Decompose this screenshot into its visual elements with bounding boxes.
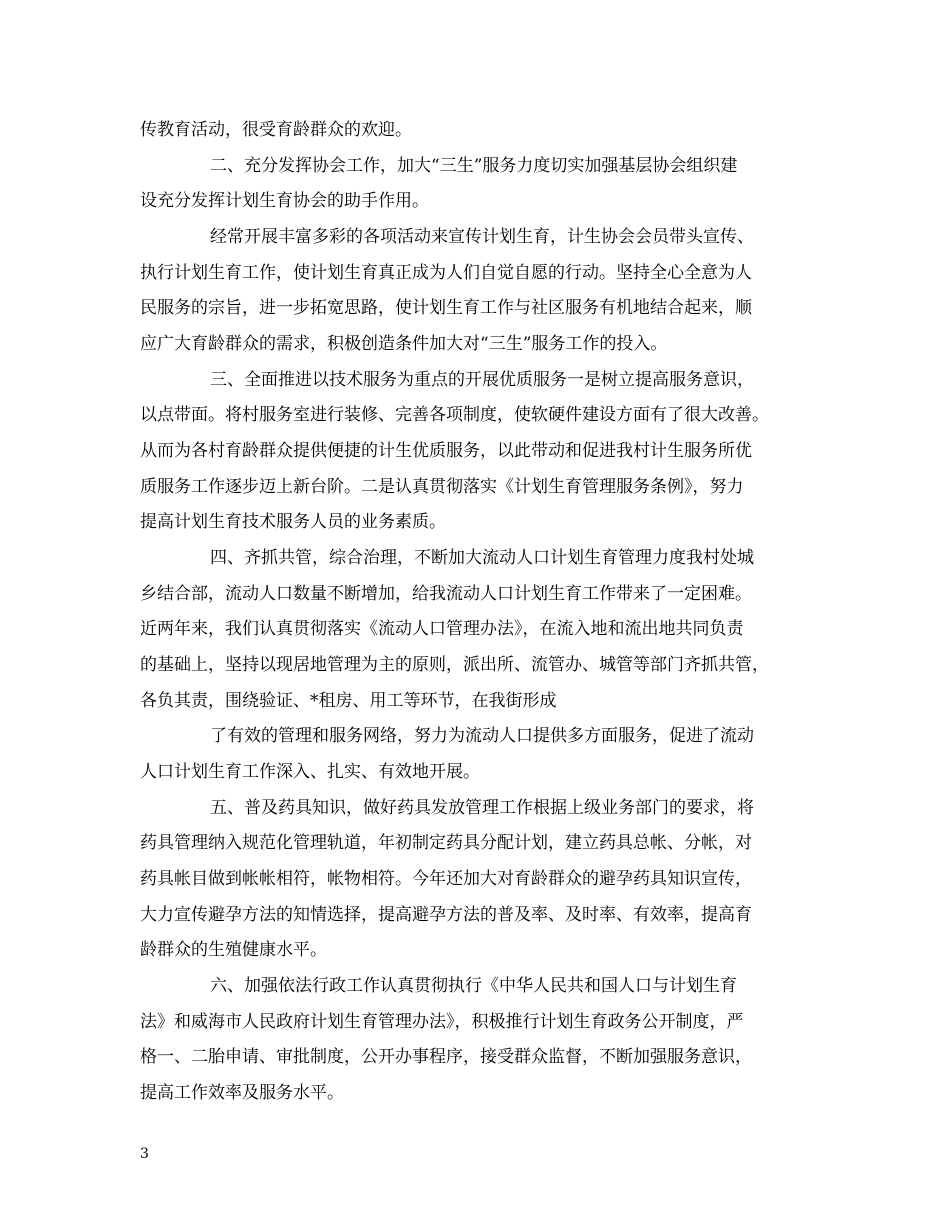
- text-line: 以点带面。将村服务室进行装修、完善各项制度，使软硬件建设方面有了很大改善。: [140, 405, 769, 425]
- text-line: 大力宣传避孕方法的知情选择，提高避孕方法的普及率、及时率、有效率，提高育: [140, 905, 752, 925]
- text-line: 法》和威海市人民政府计划生育管理办法》，积极推行计划生育政务公开制度，严: [140, 1012, 744, 1032]
- text-line: 执行计划生育工作，使计划生育真正成为人们自觉自愿的行动。坚持全心全意为人: [140, 263, 752, 283]
- text-line: 近两年来，我们认真贯彻落实《流动人口管理办法》，在流入地和流出地共同负责: [140, 619, 744, 639]
- text-line: 经常开展丰富多彩的各项活动来宣传计划生育，计生协会会员带头宣传、: [210, 227, 754, 247]
- text-line: 从而为各村育龄群众提供便捷的计生优质服务，以此带动和促进我村计生服务所优: [140, 441, 752, 461]
- text-line: 药具帐目做到帐帐相符，帐物相符。今年还加大对育龄群众的避孕药具知识宣传，: [140, 869, 752, 889]
- page-number: 3: [140, 1146, 149, 1162]
- text-line: 二、充分发挥协会工作，加大“三生”服务力度切实加强基层协会组织建: [210, 156, 738, 176]
- text-line: 提高工作效率及服务水平。: [140, 1083, 344, 1103]
- text-line: 质服务工作逐步迈上新台阶。二是认真贯彻落实《计划生育管理服务条例》，努力: [140, 477, 744, 497]
- text-line: 人口计划生育工作深入、扎实、有效地开展。: [140, 762, 480, 782]
- text-line: 药具管理纳入规范化管理轨道，年初制定药具分配计划，建立药具总帐、分帐，对: [140, 833, 752, 853]
- text-line: 龄群众的生殖健康水平。: [140, 940, 327, 960]
- text-line: 四、齐抓共管，综合治理，不断加大流动人口计划生育管理力度我村处城: [210, 548, 754, 568]
- text-line: 了有效的管理和服务网络，努力为流动人口提供多方面服务，促进了流动: [210, 726, 754, 746]
- text-line: 各负其责，围绕验证、*租房、用工等环节，在我街形成: [140, 691, 557, 711]
- text-line: 三、全面推进以技术服务为重点的开展优质服务一是树立提高服务意识，: [210, 370, 754, 390]
- text-line: 民服务的宗旨，进一步拓宽思路，使计划生育工作与社区服务有机地结合起来，顺: [140, 298, 752, 318]
- text-line: 五、普及药具知识，做好药具发放管理工作根据上级业务部门的要求，将: [210, 798, 754, 818]
- text-line: 提高计划生育技术服务人员的业务素质。: [140, 512, 446, 532]
- text-line: 六、加强依法行政工作认真贯彻执行《中华人民共和国人口与计划生育: [210, 976, 737, 996]
- text-line: 乡结合部，流动人口数量不断增加，给我流动人口计划生育工作带来了一定困难。: [140, 584, 752, 604]
- text-line: 传教育活动，很受育龄群众的欢迎。: [140, 120, 412, 140]
- text-line: 应广大育龄群众的需求，积极创造条件加大对“三生”服务工作的投入。: [140, 334, 668, 354]
- text-line: 设充分发挥计划生育协会的助手作用。: [140, 191, 429, 211]
- text-line: 格一、二胎申请、审批制度，公开办事程序，接受群众监督，不断加强服务意识，: [140, 1047, 752, 1067]
- text-line: 的基础上，坚持以现居地管理为主的原则，派出所、流管办、城管等部门齐抓共管，: [140, 655, 769, 675]
